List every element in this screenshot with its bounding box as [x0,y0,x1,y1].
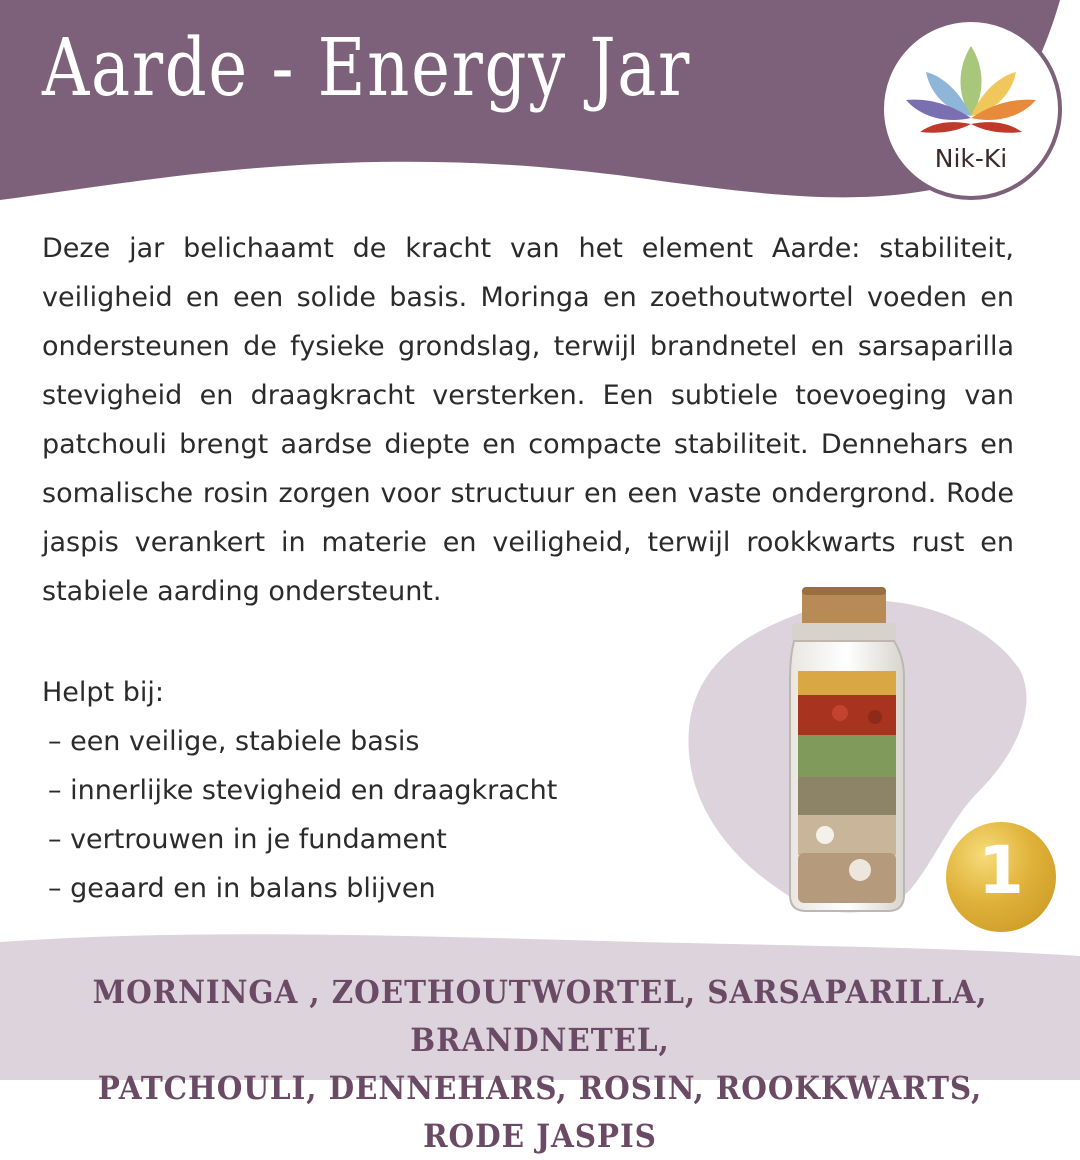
number-badge [946,822,1056,932]
helps-list [42,717,642,913]
ingredients-line-2: PATCHOULI, DENNEHARS, ROSIN, ROOKKWARTS, RODE JASPIS [97,1069,983,1155]
helps-heading: Helpt bij: [42,677,164,708]
brand-logo [880,18,1062,200]
lotus-icon [898,36,1044,136]
description-text: Deze jar belichaamt de kracht van het element Aarde: stabiliteit, veiligheid en een solide basis. Moringa en zoethoutwortel voeden en ondersteunen de fysieke grondslag, terwijl brandnetel en sarsaparilla stevigheid en draagkracht versterken. Een subtiele toevoeging van patchouli brengt aardse diepte en compacte stabiliteit. Dennehars en somalische rosin zorgen voor structuur en een vaste ondergrond. Rode jaspis verankert in materie en veiligheid, terwijl rookkwarts rust en stabiele aarding ondersteunt. [42,233,1014,607]
ingredients-list [0,968,1080,1160]
list-item: – vertrouwen in je fundament [48,824,447,855]
list-item: – een veilige, stabiele basis [48,726,420,757]
list-item: – innerlijke stevigheid en draagkracht [48,775,558,806]
brand-name: Nik-Ki [934,144,1008,173]
page-title: Aarde - Energy Jar [42,21,692,114]
list-item: – geaard en in balans blijven [48,873,436,904]
jar-image [780,585,920,915]
helps-section [42,668,642,913]
badge-number: 1 [978,832,1024,909]
ingredients-line-1: MORNINGA , ZOETHOUTWORTEL, SARSAPARILLA, BRANDNETEL, [92,973,988,1059]
